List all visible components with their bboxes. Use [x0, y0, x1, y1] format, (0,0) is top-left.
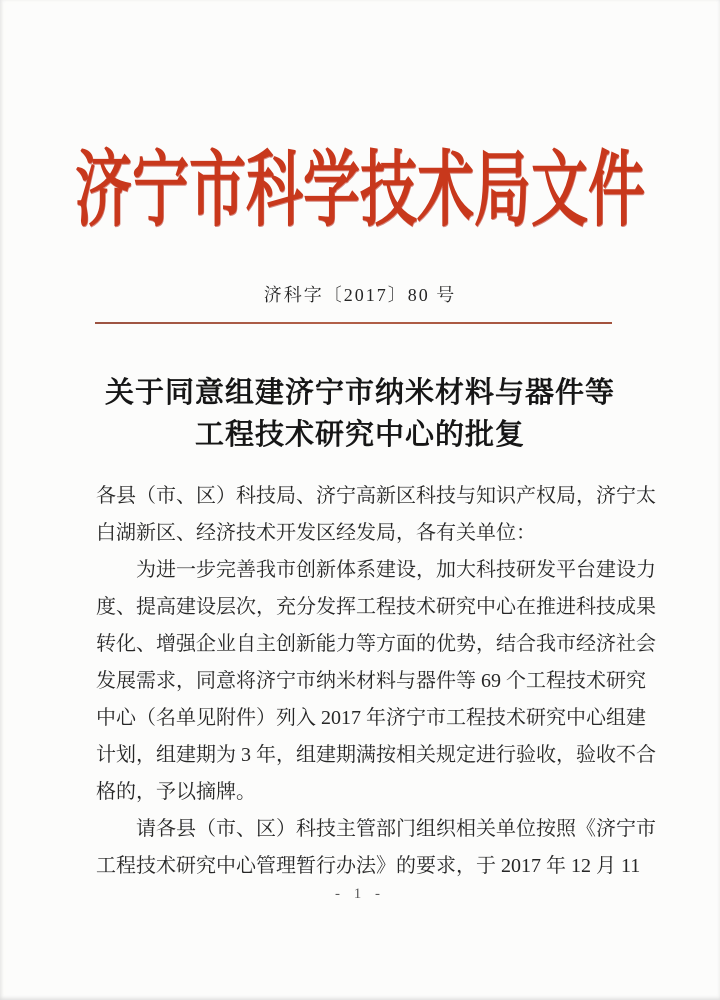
body-line: 计划，组建期为 3 年，组建期满按相关规定进行验收，验收不合: [96, 744, 656, 766]
document-title-line1: 关于同意组建济宁市纳米材料与器件等: [104, 377, 615, 409]
paragraph-addressees: [96, 478, 656, 552]
body-line: 中心（名单见附件）列入 2017 年济宁市工程技术研究中心组建: [96, 707, 646, 729]
agency-header-title: 济宁市科学技术局文件: [75, 145, 645, 237]
red-separator-line: [95, 322, 612, 324]
body-line: 转化、增强企业自主创新能力等方面的优势，结合我市经济社会: [96, 633, 656, 655]
body-line: 发展需求，同意将济宁市纳米材料与器件等 69 个工程技术研究: [96, 670, 646, 692]
document-body: [96, 478, 656, 885]
document-title-line2: 工程技术研究中心的批复: [194, 419, 525, 451]
document-title: [0, 372, 720, 456]
paragraph-approval: [96, 552, 656, 811]
body-line: 工程技术研究中心管理暂行办法》的要求，于 2017 年 12 月 11: [96, 855, 641, 877]
doc-number: 济科字〔2017〕80 号: [263, 285, 457, 305]
body-line: 为进一步完善我市创新体系建设，加大科技研发平台建设力: [136, 559, 656, 581]
body-line: 度、提高建设层次，充分发挥工程技术研究中心在推进科技成果: [96, 596, 656, 618]
body-line: 格的，予以摘牌。: [96, 781, 256, 803]
body-line: 白湖新区、经济技术开发区经发局，各有关单位：: [96, 522, 536, 544]
body-line: 请各县（市、区）科技主管部门组织相关单位按照《济宁市: [136, 818, 656, 840]
body-line: 各县（市、区）科技局、济宁高新区科技与知识产权局，济宁太: [96, 485, 656, 507]
paragraph-requirements: [96, 811, 656, 885]
page-number: - 1 -: [335, 886, 385, 902]
